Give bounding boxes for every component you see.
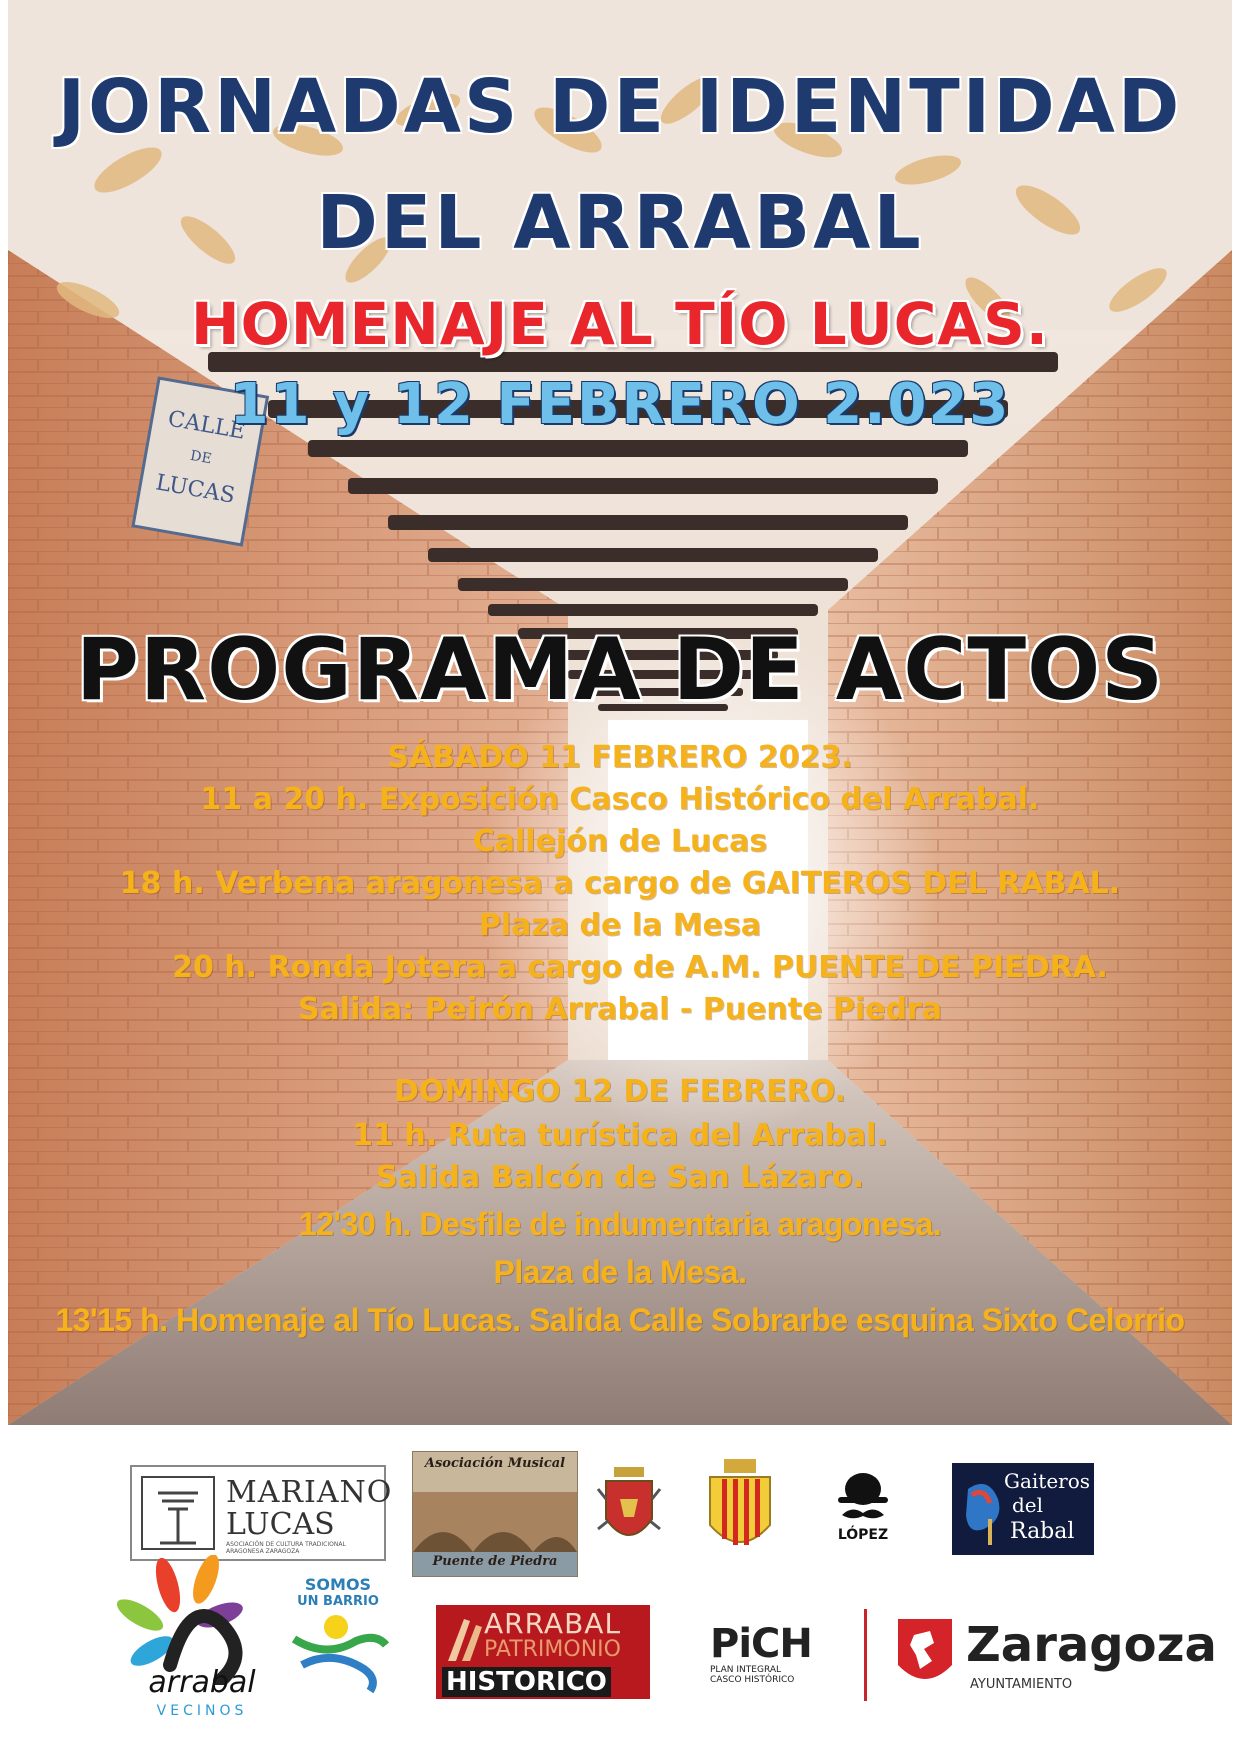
logo-coat-of-arms-1 — [594, 1459, 664, 1559]
somos-label-1: SOMOS — [304, 1575, 372, 1594]
saturday-location: Callejón de Lucas — [472, 824, 768, 859]
logo-asociacion-musical-puente-de-piedra — [412, 1451, 578, 1577]
mariano-lucas-name2: LUCAS — [226, 1507, 335, 1542]
zaragoza-sub: AYUNTAMIENTO — [970, 1677, 1073, 1692]
arrabal-vecinos-sub: VECINOS — [156, 1703, 248, 1719]
saturday-heading: SÁBADO 11 FEBRERO 2023. — [387, 740, 853, 775]
sunday-event: 12'30 h. Desfile de indumentaria aragonesa. — [298, 1206, 942, 1242]
bowler-hat-mustache-icon — [828, 1463, 898, 1523]
pich-sub-2: CASCO HISTÓRICO — [710, 1675, 795, 1685]
sunday-heading: DOMINGO 12 DE FEBRERO. — [394, 1074, 846, 1109]
sunday-location: Plaza de la Mesa. — [493, 1254, 747, 1290]
gaiteros-label-3: Rabal — [1010, 1519, 1075, 1544]
svg-text:CALLE: CALLE — [166, 406, 248, 445]
saturday-event: 18 h. Verbena aragonesa a cargo de GAITEROS DEL RABAL. — [119, 866, 1121, 901]
gaiteros-label-1: Gaiteros — [1004, 1469, 1091, 1493]
logo-gaiteros-del-rabal — [952, 1463, 1094, 1555]
somos-label-2: UN BARRIO — [297, 1594, 379, 1609]
logo-arrabal-vecinos — [110, 1555, 290, 1731]
coat-of-arms-icon — [594, 1459, 664, 1559]
subtitle-homenaje: HOMENAJE AL TÍO LUCAS. — [191, 290, 1049, 358]
title-line-1: JORNADAS DE IDENTIDAD — [57, 64, 1183, 150]
gaiteros-label-2: del — [1012, 1493, 1044, 1517]
zaragoza-name: Zaragoza — [966, 1617, 1217, 1673]
svg-text:LUCAS: LUCAS — [153, 470, 237, 509]
aragon-shield-icon — [700, 1455, 780, 1559]
svg-text:DE: DE — [188, 447, 213, 468]
zaragoza-lion-shield-icon — [894, 1615, 956, 1693]
event-dates: 11 y 12 FEBRERO 2.023 — [229, 372, 1011, 437]
saturday-event: 11 a 20 h. Exposición Casco Histórico del Arrabal. — [200, 782, 1040, 817]
programa-title: PROGRAMA DE ACTOS — [75, 620, 1165, 720]
logo-coat-of-arms-2 — [700, 1455, 780, 1559]
saturday-location: Salida: Peirón Arrabal - Puente Piedra — [297, 992, 943, 1027]
logo-somos-un-barrio — [286, 1575, 390, 1705]
mariano-lucas-name1: MARIANO — [226, 1475, 393, 1510]
bagpipe-icon — [958, 1469, 1008, 1549]
logo-pich — [710, 1621, 840, 1701]
logo-arrabal-patrimonio-historico — [436, 1605, 650, 1699]
mariano-lucas-caption: ASOCIACIÓN DE CULTURA TRADICIONAL ARAGONESA ZARAGOZA — [226, 1541, 346, 1555]
pich-sub-1: PLAN INTEGRAL — [710, 1665, 782, 1675]
mariano-lucas-emblem-icon — [138, 1473, 218, 1553]
sunday-location: Salida Balcón de San Lázaro. — [376, 1160, 864, 1195]
patrimonio-label-2: PATRIMONIO — [484, 1637, 621, 1662]
sponsor-logos — [14, 1425, 1226, 1741]
arrabal-vecinos-word: arrabal — [148, 1665, 256, 1700]
logo-zaragoza-ayuntamiento — [894, 1615, 1217, 1701]
title-line-2: DEL ARRABAL — [316, 180, 924, 266]
sunday-event: 11 h. Ruta turística del Arrabal. — [352, 1118, 888, 1153]
saturday-location: Plaza de la Mesa — [478, 908, 762, 943]
saturday-event: 20 h. Ronda Jotera a cargo de A.M. PUENTE DE PIEDRA. — [172, 950, 1108, 985]
lopez-label: LÓPEZ — [837, 1527, 889, 1543]
sunday-event: 13'15 h. Homenaje al Tío Lucas. Salida Calle Sobrarbe esquina Sixto Celorrio — [55, 1302, 1185, 1338]
logo-divider — [864, 1609, 867, 1701]
patrimonio-label-3: HISTORICO — [442, 1667, 611, 1697]
river-wave-icon — [286, 1609, 390, 1695]
logo-mariano-lucas — [130, 1465, 393, 1561]
asociacion-musical-top-label: Asociación Musical — [424, 1456, 566, 1471]
asociacion-musical-bottom-label: Puente de Piedra — [432, 1554, 558, 1569]
pich-name: PiCH — [710, 1621, 812, 1667]
patrimonio-label-1: ARRABAL — [484, 1607, 622, 1640]
logo-lopez — [828, 1463, 898, 1553]
